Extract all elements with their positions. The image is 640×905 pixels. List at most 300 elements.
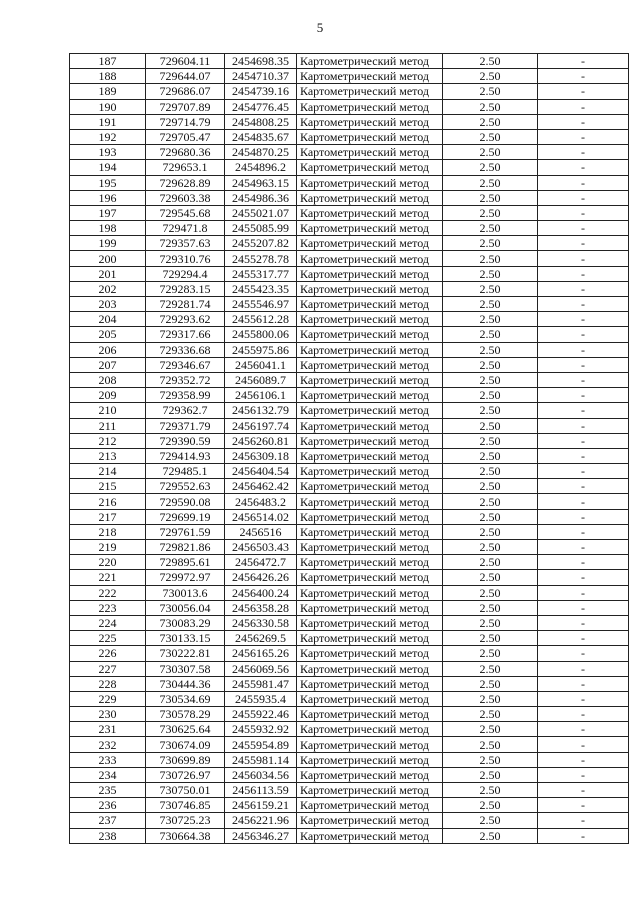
y-coordinate-cell: 2454739.16: [225, 84, 297, 99]
note-cell: -: [538, 190, 629, 205]
method-cell: Картометрический метод: [297, 722, 443, 737]
x-coordinate-cell: 729371.79: [146, 418, 225, 433]
accuracy-cell: 2.50: [443, 509, 538, 524]
note-cell: -: [538, 600, 629, 615]
accuracy-cell: 2.50: [443, 813, 538, 828]
method-cell: Картометрический метод: [297, 281, 443, 296]
method-cell: Картометрический метод: [297, 372, 443, 387]
x-coordinate-cell: 730578.29: [146, 707, 225, 722]
point-number-cell: 192: [70, 129, 146, 144]
point-number-cell: 231: [70, 722, 146, 737]
x-coordinate-cell: 729346.67: [146, 357, 225, 372]
point-number-cell: 229: [70, 691, 146, 706]
note-cell: -: [538, 281, 629, 296]
y-coordinate-cell: 2456462.42: [225, 479, 297, 494]
method-cell: Картометрический метод: [297, 798, 443, 813]
table-row: [70, 676, 629, 691]
note-cell: -: [538, 327, 629, 342]
y-coordinate-cell: 2455981.47: [225, 676, 297, 691]
point-number-cell: 236: [70, 798, 146, 813]
table-row: [70, 99, 629, 114]
accuracy-cell: 2.50: [443, 767, 538, 782]
x-coordinate-cell: 730222.81: [146, 646, 225, 661]
accuracy-cell: 2.50: [443, 236, 538, 251]
accuracy-cell: 2.50: [443, 160, 538, 175]
method-cell: Картометрический метод: [297, 357, 443, 372]
y-coordinate-cell: 2455975.86: [225, 342, 297, 357]
note-cell: -: [538, 828, 629, 843]
point-number-cell: 197: [70, 205, 146, 220]
method-cell: Картометрический метод: [297, 661, 443, 676]
note-cell: -: [538, 676, 629, 691]
method-cell: Картометрический метод: [297, 570, 443, 585]
note-cell: -: [538, 236, 629, 251]
accuracy-cell: 2.50: [443, 99, 538, 114]
point-number-cell: 219: [70, 540, 146, 555]
table-row: [70, 661, 629, 676]
note-cell: -: [538, 555, 629, 570]
table-row: [70, 129, 629, 144]
point-number-cell: 203: [70, 297, 146, 312]
note-cell: -: [538, 297, 629, 312]
table-row: [70, 464, 629, 479]
accuracy-cell: 2.50: [443, 297, 538, 312]
y-coordinate-cell: 2456159.21: [225, 798, 297, 813]
x-coordinate-cell: 730750.01: [146, 783, 225, 798]
note-cell: -: [538, 691, 629, 706]
y-coordinate-cell: 2454776.45: [225, 99, 297, 114]
point-number-cell: 200: [70, 251, 146, 266]
y-coordinate-cell: 2454710.37: [225, 69, 297, 84]
method-cell: Картометрический метод: [297, 783, 443, 798]
x-coordinate-cell: 729390.59: [146, 433, 225, 448]
note-cell: -: [538, 312, 629, 327]
point-number-cell: 232: [70, 737, 146, 752]
table-row: [70, 251, 629, 266]
note-cell: -: [538, 767, 629, 782]
method-cell: Картометрический метод: [297, 54, 443, 69]
note-cell: -: [538, 783, 629, 798]
table-row: [70, 69, 629, 84]
table-row: [70, 312, 629, 327]
x-coordinate-cell: 729705.47: [146, 129, 225, 144]
method-cell: Картометрический метод: [297, 205, 443, 220]
x-coordinate-cell: 730133.15: [146, 631, 225, 646]
accuracy-cell: 2.50: [443, 175, 538, 190]
x-coordinate-cell: 730444.36: [146, 676, 225, 691]
x-coordinate-cell: 730664.38: [146, 828, 225, 843]
note-cell: -: [538, 479, 629, 494]
x-coordinate-cell: 729895.61: [146, 555, 225, 570]
accuracy-cell: 2.50: [443, 494, 538, 509]
x-coordinate-cell: 729362.7: [146, 403, 225, 418]
table-row: [70, 236, 629, 251]
table-row: [70, 297, 629, 312]
note-cell: -: [538, 69, 629, 84]
accuracy-cell: 2.50: [443, 266, 538, 281]
x-coordinate-cell: 729821.86: [146, 540, 225, 555]
x-coordinate-cell: 729761.59: [146, 524, 225, 539]
point-number-cell: 233: [70, 752, 146, 767]
point-number-cell: 211: [70, 418, 146, 433]
accuracy-cell: 2.50: [443, 448, 538, 463]
method-cell: Картометрический метод: [297, 524, 443, 539]
point-number-cell: 194: [70, 160, 146, 175]
y-coordinate-cell: 2454835.67: [225, 129, 297, 144]
point-number-cell: 220: [70, 555, 146, 570]
y-coordinate-cell: 2455954.89: [225, 737, 297, 752]
table-row: [70, 190, 629, 205]
y-coordinate-cell: 2456113.59: [225, 783, 297, 798]
y-coordinate-cell: 2456426.26: [225, 570, 297, 585]
note-cell: -: [538, 752, 629, 767]
x-coordinate-cell: 729590.08: [146, 494, 225, 509]
table-row: [70, 828, 629, 843]
method-cell: Картометрический метод: [297, 433, 443, 448]
x-coordinate-cell: 729628.89: [146, 175, 225, 190]
accuracy-cell: 2.50: [443, 357, 538, 372]
accuracy-cell: 2.50: [443, 722, 538, 737]
y-coordinate-cell: 2455800.06: [225, 327, 297, 342]
point-number-cell: 201: [70, 266, 146, 281]
note-cell: -: [538, 494, 629, 509]
accuracy-cell: 2.50: [443, 615, 538, 630]
table-row: [70, 388, 629, 403]
y-coordinate-cell: 2455021.07: [225, 205, 297, 220]
x-coordinate-cell: 729317.66: [146, 327, 225, 342]
y-coordinate-cell: 2456197.74: [225, 418, 297, 433]
x-coordinate-cell: 729603.38: [146, 190, 225, 205]
y-coordinate-cell: 2456269.5: [225, 631, 297, 646]
x-coordinate-cell: 730726.97: [146, 767, 225, 782]
method-cell: Картометрический метод: [297, 129, 443, 144]
accuracy-cell: 2.50: [443, 691, 538, 706]
method-cell: Картометрический метод: [297, 190, 443, 205]
x-coordinate-cell: 729414.93: [146, 448, 225, 463]
x-coordinate-cell: 729293.62: [146, 312, 225, 327]
table-row: [70, 266, 629, 281]
accuracy-cell: 2.50: [443, 661, 538, 676]
note-cell: -: [538, 464, 629, 479]
note-cell: -: [538, 342, 629, 357]
point-number-cell: 190: [70, 99, 146, 114]
table-row: [70, 433, 629, 448]
method-cell: Картометрический метод: [297, 251, 443, 266]
point-number-cell: 224: [70, 615, 146, 630]
accuracy-cell: 2.50: [443, 585, 538, 600]
y-coordinate-cell: 2456516: [225, 524, 297, 539]
point-number-cell: 210: [70, 403, 146, 418]
point-number-cell: 204: [70, 312, 146, 327]
point-number-cell: 225: [70, 631, 146, 646]
table-row: [70, 752, 629, 767]
x-coordinate-cell: 730056.04: [146, 600, 225, 615]
point-number-cell: 191: [70, 114, 146, 129]
method-cell: Картометрический метод: [297, 479, 443, 494]
x-coordinate-cell: 730746.85: [146, 798, 225, 813]
point-number-cell: 195: [70, 175, 146, 190]
note-cell: -: [538, 221, 629, 236]
point-number-cell: 189: [70, 84, 146, 99]
y-coordinate-cell: 2455423.35: [225, 281, 297, 296]
method-cell: Картометрический метод: [297, 403, 443, 418]
method-cell: Картометрический метод: [297, 813, 443, 828]
note-cell: -: [538, 251, 629, 266]
method-cell: Картометрический метод: [297, 631, 443, 646]
note-cell: -: [538, 631, 629, 646]
accuracy-cell: 2.50: [443, 676, 538, 691]
method-cell: Картометрический метод: [297, 297, 443, 312]
x-coordinate-cell: 729485.1: [146, 464, 225, 479]
method-cell: Картометрический метод: [297, 418, 443, 433]
y-coordinate-cell: 2456358.28: [225, 600, 297, 615]
accuracy-cell: 2.50: [443, 327, 538, 342]
y-coordinate-cell: 2456472.7: [225, 555, 297, 570]
x-coordinate-cell: 729686.07: [146, 84, 225, 99]
table-row: [70, 175, 629, 190]
x-coordinate-cell: 730699.89: [146, 752, 225, 767]
note-cell: -: [538, 646, 629, 661]
y-coordinate-cell: 2455932.92: [225, 722, 297, 737]
table-row: [70, 783, 629, 798]
x-coordinate-cell: 729294.4: [146, 266, 225, 281]
x-coordinate-cell: 729680.36: [146, 145, 225, 160]
x-coordinate-cell: 729714.79: [146, 114, 225, 129]
y-coordinate-cell: 2454808.25: [225, 114, 297, 129]
method-cell: Картометрический метод: [297, 221, 443, 236]
table-row: [70, 342, 629, 357]
point-number-cell: 221: [70, 570, 146, 585]
accuracy-cell: 2.50: [443, 281, 538, 296]
y-coordinate-cell: 2456034.56: [225, 767, 297, 782]
method-cell: Картометрический метод: [297, 585, 443, 600]
method-cell: Картометрический метод: [297, 114, 443, 129]
table-row: [70, 570, 629, 585]
method-cell: Картометрический метод: [297, 600, 443, 615]
accuracy-cell: 2.50: [443, 388, 538, 403]
x-coordinate-cell: 729281.74: [146, 297, 225, 312]
note-cell: -: [538, 403, 629, 418]
x-coordinate-cell: 729310.76: [146, 251, 225, 266]
accuracy-cell: 2.50: [443, 129, 538, 144]
table-row: [70, 646, 629, 661]
y-coordinate-cell: 2456106.1: [225, 388, 297, 403]
point-number-cell: 213: [70, 448, 146, 463]
method-cell: Картометрический метод: [297, 388, 443, 403]
note-cell: -: [538, 145, 629, 160]
accuracy-cell: 2.50: [443, 631, 538, 646]
table-row: [70, 555, 629, 570]
x-coordinate-cell: 729653.1: [146, 160, 225, 175]
note-cell: -: [538, 737, 629, 752]
note-cell: -: [538, 175, 629, 190]
table-row: [70, 509, 629, 524]
point-number-cell: 187: [70, 54, 146, 69]
method-cell: Картометрический метод: [297, 707, 443, 722]
accuracy-cell: 2.50: [443, 798, 538, 813]
method-cell: Картометрический метод: [297, 615, 443, 630]
accuracy-cell: 2.50: [443, 479, 538, 494]
coordinates-table: [69, 53, 629, 844]
table-row: [70, 479, 629, 494]
y-coordinate-cell: 2456400.24: [225, 585, 297, 600]
point-number-cell: 205: [70, 327, 146, 342]
method-cell: Картометрический метод: [297, 145, 443, 160]
y-coordinate-cell: 2456089.7: [225, 372, 297, 387]
accuracy-cell: 2.50: [443, 524, 538, 539]
note-cell: -: [538, 99, 629, 114]
table-row: [70, 798, 629, 813]
note-cell: -: [538, 433, 629, 448]
method-cell: Картометрический метод: [297, 312, 443, 327]
y-coordinate-cell: 2455085.99: [225, 221, 297, 236]
point-number-cell: 216: [70, 494, 146, 509]
point-number-cell: 202: [70, 281, 146, 296]
accuracy-cell: 2.50: [443, 752, 538, 767]
y-coordinate-cell: 2456165.26: [225, 646, 297, 661]
method-cell: Картометрический метод: [297, 464, 443, 479]
y-coordinate-cell: 2456041.1: [225, 357, 297, 372]
method-cell: Картометрический метод: [297, 737, 443, 752]
accuracy-cell: 2.50: [443, 464, 538, 479]
method-cell: Картометрический метод: [297, 828, 443, 843]
y-coordinate-cell: 2456260.81: [225, 433, 297, 448]
point-number-cell: 238: [70, 828, 146, 843]
method-cell: Картометрический метод: [297, 494, 443, 509]
x-coordinate-cell: 730083.29: [146, 615, 225, 630]
x-coordinate-cell: 729604.11: [146, 54, 225, 69]
point-number-cell: 234: [70, 767, 146, 782]
table-row: [70, 160, 629, 175]
method-cell: Картометрический метод: [297, 84, 443, 99]
x-coordinate-cell: 729471.8: [146, 221, 225, 236]
x-coordinate-cell: 730534.69: [146, 691, 225, 706]
table-row: [70, 281, 629, 296]
note-cell: -: [538, 418, 629, 433]
note-cell: -: [538, 160, 629, 175]
point-number-cell: 198: [70, 221, 146, 236]
y-coordinate-cell: 2456069.56: [225, 661, 297, 676]
y-coordinate-cell: 2455278.78: [225, 251, 297, 266]
table-row: [70, 114, 629, 129]
x-coordinate-cell: 729352.72: [146, 372, 225, 387]
note-cell: -: [538, 813, 629, 828]
point-number-cell: 188: [70, 69, 146, 84]
y-coordinate-cell: 2454698.35: [225, 54, 297, 69]
note-cell: -: [538, 722, 629, 737]
accuracy-cell: 2.50: [443, 145, 538, 160]
x-coordinate-cell: 729699.19: [146, 509, 225, 524]
point-number-cell: 226: [70, 646, 146, 661]
point-number-cell: 230: [70, 707, 146, 722]
table-row: [70, 722, 629, 737]
accuracy-cell: 2.50: [443, 600, 538, 615]
y-coordinate-cell: 2455922.46: [225, 707, 297, 722]
accuracy-cell: 2.50: [443, 69, 538, 84]
page-number: 5: [316, 20, 324, 35]
y-coordinate-cell: 2455935.4: [225, 691, 297, 706]
method-cell: Картометрический метод: [297, 175, 443, 190]
table-row: [70, 585, 629, 600]
table-row: [70, 418, 629, 433]
method-cell: Картометрический метод: [297, 160, 443, 175]
accuracy-cell: 2.50: [443, 312, 538, 327]
x-coordinate-cell: 730013.6: [146, 585, 225, 600]
point-number-cell: 223: [70, 600, 146, 615]
y-coordinate-cell: 2455612.28: [225, 312, 297, 327]
note-cell: -: [538, 372, 629, 387]
y-coordinate-cell: 2456132.79: [225, 403, 297, 418]
note-cell: -: [538, 509, 629, 524]
y-coordinate-cell: 2454986.36: [225, 190, 297, 205]
y-coordinate-cell: 2455546.97: [225, 297, 297, 312]
y-coordinate-cell: 2456346.27: [225, 828, 297, 843]
table-row: [70, 600, 629, 615]
accuracy-cell: 2.50: [443, 84, 538, 99]
coordinates-table-body: [70, 54, 629, 844]
point-number-cell: 208: [70, 372, 146, 387]
method-cell: Картометрический метод: [297, 676, 443, 691]
x-coordinate-cell: 730307.58: [146, 661, 225, 676]
y-coordinate-cell: 2454870.25: [225, 145, 297, 160]
note-cell: -: [538, 388, 629, 403]
note-cell: -: [538, 524, 629, 539]
table-row: [70, 372, 629, 387]
table-row: [70, 221, 629, 236]
y-coordinate-cell: 2456221.96: [225, 813, 297, 828]
y-coordinate-cell: 2455981.14: [225, 752, 297, 767]
accuracy-cell: 2.50: [443, 418, 538, 433]
point-number-cell: 214: [70, 464, 146, 479]
x-coordinate-cell: 730674.09: [146, 737, 225, 752]
x-coordinate-cell: 729972.97: [146, 570, 225, 585]
method-cell: Картометрический метод: [297, 236, 443, 251]
table-row: [70, 448, 629, 463]
y-coordinate-cell: 2456483.2: [225, 494, 297, 509]
method-cell: Картометрический метод: [297, 448, 443, 463]
method-cell: Картометрический метод: [297, 555, 443, 570]
note-cell: -: [538, 357, 629, 372]
note-cell: -: [538, 661, 629, 676]
method-cell: Картометрический метод: [297, 266, 443, 281]
x-coordinate-cell: 729707.89: [146, 99, 225, 114]
accuracy-cell: 2.50: [443, 205, 538, 220]
x-coordinate-cell: 729336.68: [146, 342, 225, 357]
point-number-cell: 237: [70, 813, 146, 828]
note-cell: -: [538, 540, 629, 555]
point-number-cell: 218: [70, 524, 146, 539]
table-row: [70, 540, 629, 555]
method-cell: Картометрический метод: [297, 327, 443, 342]
table-row: [70, 494, 629, 509]
method-cell: Картометрический метод: [297, 540, 443, 555]
table-row: [70, 145, 629, 160]
method-cell: Картометрический метод: [297, 509, 443, 524]
x-coordinate-cell: 730725.23: [146, 813, 225, 828]
point-number-cell: 215: [70, 479, 146, 494]
method-cell: Картометрический метод: [297, 646, 443, 661]
note-cell: -: [538, 54, 629, 69]
point-number-cell: 193: [70, 145, 146, 160]
table-row: [70, 615, 629, 630]
y-coordinate-cell: 2455207.82: [225, 236, 297, 251]
table-row: [70, 524, 629, 539]
table-row: [70, 631, 629, 646]
table-row: [70, 691, 629, 706]
accuracy-cell: 2.50: [443, 190, 538, 205]
y-coordinate-cell: 2454896.2: [225, 160, 297, 175]
y-coordinate-cell: 2454963.15: [225, 175, 297, 190]
